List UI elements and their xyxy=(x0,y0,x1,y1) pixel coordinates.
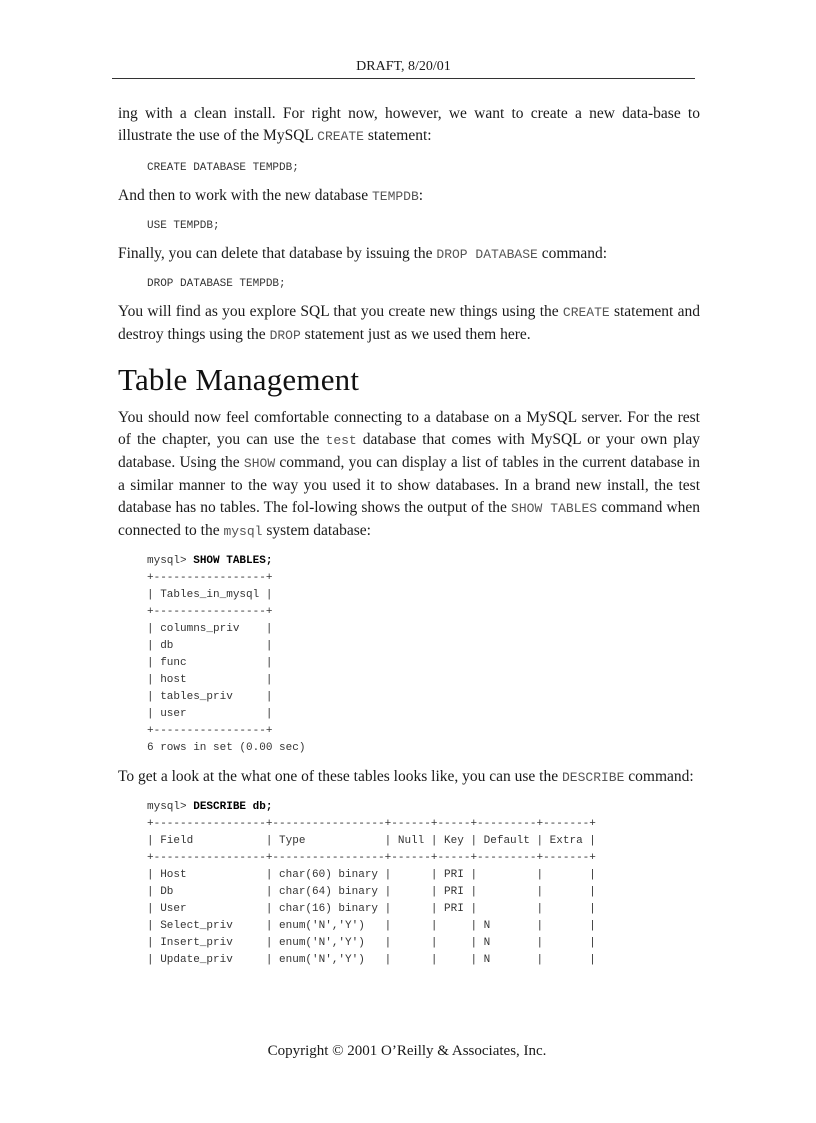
paragraph-table-management xyxy=(118,407,700,543)
page-header: DRAFT, 8/20/01 xyxy=(112,58,695,79)
inline-code: mysql xyxy=(223,524,263,539)
paragraph-use xyxy=(118,185,700,208)
text: : xyxy=(418,187,424,204)
prompt: mysql> xyxy=(147,555,194,567)
page-footer: Copyright © 2001 O’Reilly & Associates, Inc. xyxy=(267,1043,547,1059)
text: Finally, you can delete that database by issuing the xyxy=(118,245,437,262)
text: database that comes with MySQL or your own play database. Using the xyxy=(118,431,700,471)
paragraph-describe xyxy=(118,766,700,789)
prompt: mysql> xyxy=(147,801,194,813)
text: To get a look at the what one of these tables looks like, you can use the xyxy=(118,768,562,785)
inline-code: TEMPDB xyxy=(371,189,419,204)
text: statement: xyxy=(363,127,432,144)
paragraph-intro xyxy=(118,103,700,148)
text: And then to work with the new database xyxy=(118,187,372,204)
code-block-describe xyxy=(118,799,700,969)
output: +-----------------+-----------------+------+-----+---------+-------+ | Field | Type | Null | Key | Default | Extra | +-----------------+-----------------+------+-----+---------+-------+ | Host | char(60) binary | | PRI | | | | Db | char(64) binary | | PRI | | | | User | char(16) binary | | PRI | | | | Select_priv | enum('N','Y') | | | N | | | Insert_priv | enum('N','Y') | | | N | | | Update_priv | enum('N','Y') | | | N | | xyxy=(147,818,596,966)
inline-code: SHOW TABLES xyxy=(511,501,598,516)
text: statement and destroy things using the xyxy=(118,303,700,343)
code-block-create: CREATE DATABASE TEMPDB; xyxy=(147,162,299,174)
text: command: xyxy=(537,245,608,262)
code-block-show-tables xyxy=(118,553,700,757)
text: ing with a clean install. For right now, however, we want to create a new data-base to illustrate the use of the MySQL xyxy=(118,105,700,144)
code-block-use: USE TEMPDB; xyxy=(147,220,220,232)
section-heading: Table Management xyxy=(118,362,360,397)
inline-code: CREATE xyxy=(317,129,364,144)
text: You will find as you explore SQL that you create new things using the xyxy=(118,303,563,320)
paragraph-explore xyxy=(118,301,700,347)
inline-code: CREATE xyxy=(562,305,610,320)
paragraph-drop xyxy=(118,243,700,266)
text: You should now feel comfortable connecting to a database on a MySQL server. For the rest of the chapter, you can use the xyxy=(118,409,700,448)
inline-code: DROP DATABASE xyxy=(436,247,538,262)
inline-code: DROP xyxy=(269,328,301,343)
text: command when connected to the xyxy=(118,499,700,539)
output: +-----------------+ | Tables_in_mysql | +-----------------+ | columns_priv | | db | | func | | host | | tables_priv | | user | +-----------------+ 6 rows in set (0.00 sec) xyxy=(147,572,306,754)
page-content xyxy=(118,103,700,969)
command: SHOW TABLES; xyxy=(193,555,273,567)
inline-code: SHOW xyxy=(243,456,276,471)
command: DESCRIBE db; xyxy=(193,801,273,813)
text: statement just as we used them here. xyxy=(300,326,531,343)
text: system database: xyxy=(262,522,371,539)
text: command: xyxy=(624,768,694,785)
inline-code: test xyxy=(325,433,357,448)
code-block-drop: DROP DATABASE TEMPDB; xyxy=(147,278,286,290)
text: command, you can display a list of tables in the current database in a similar manner to the way you used it to show databases. In a brand new install, the test database has no tables. The fol-lowing shows the output of the xyxy=(118,454,700,516)
inline-code: DESCRIBE xyxy=(562,770,625,785)
